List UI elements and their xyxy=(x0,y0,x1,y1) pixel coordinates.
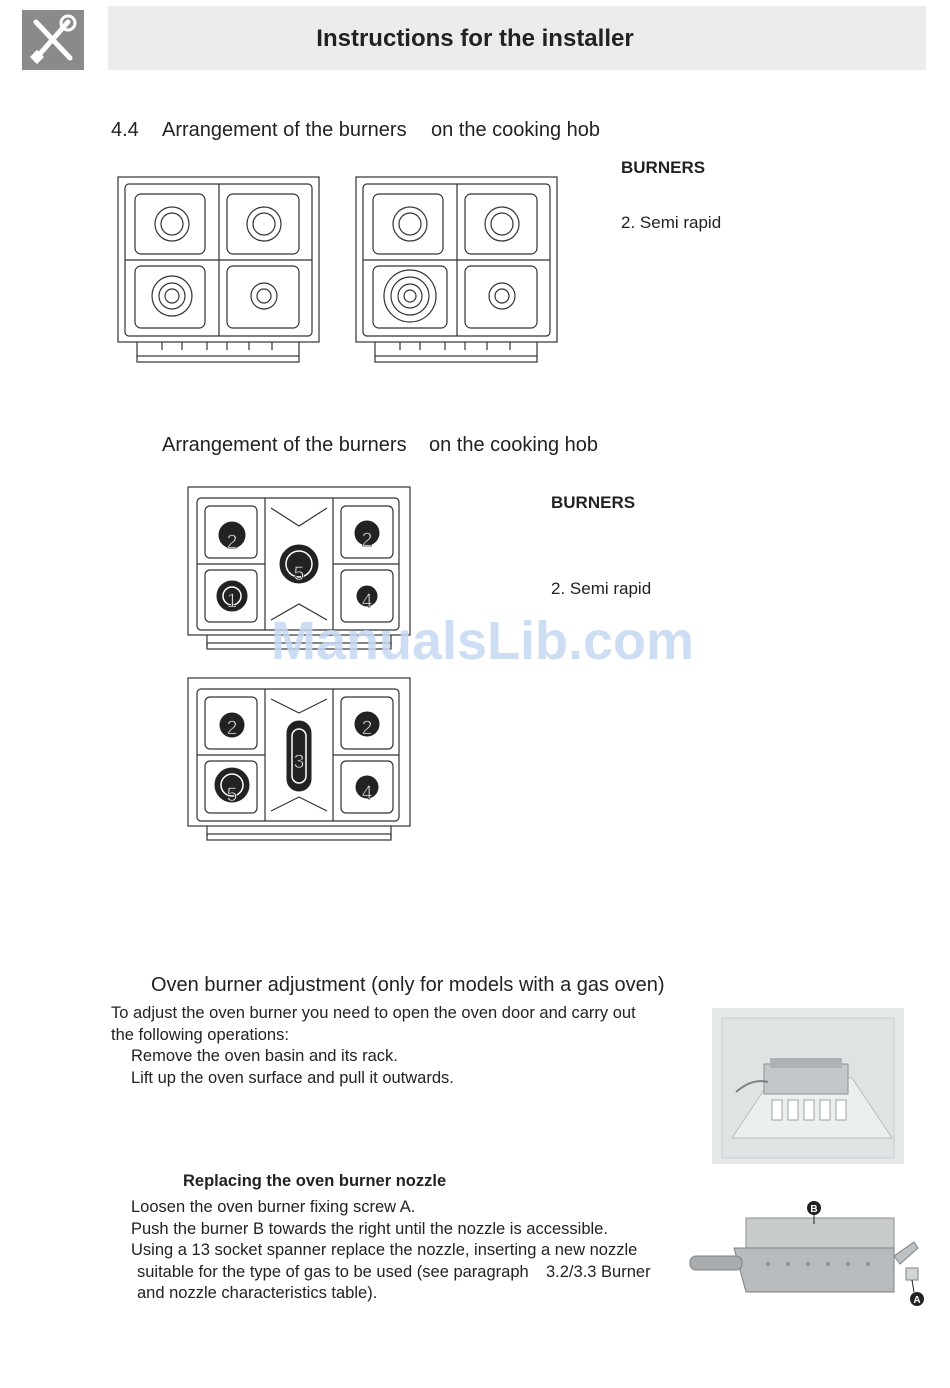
burner-label: 4 xyxy=(361,783,373,804)
nozzle-line-2: Push the burner B towards the right until the nozzle is accessible. xyxy=(131,1220,608,1238)
nozzle-line-5: and nozzle characteristics table). xyxy=(137,1284,378,1302)
nozzle-heading: Replacing the oven burner nozzle xyxy=(183,1172,447,1190)
burner-label: 5 xyxy=(293,564,305,585)
burner-label: 3 xyxy=(293,752,305,773)
tools-icon xyxy=(22,10,84,70)
burner-label: 5 xyxy=(226,785,238,806)
burner-label: 1 xyxy=(226,591,238,612)
burner-label: 2 xyxy=(226,532,238,553)
label-a: A xyxy=(913,1295,921,1306)
page-title: Instructions for the installer xyxy=(316,25,634,52)
hob-diagram-4-burners-b xyxy=(355,176,560,366)
nozzle-line-1: Loosen the oven burner fixing screw A. xyxy=(131,1198,416,1216)
burners-heading: BURNERS xyxy=(621,158,706,177)
watermark: ManualsLib.com xyxy=(270,611,695,671)
nozzle-line-4b: 3.2/3.3 Burner xyxy=(546,1263,651,1281)
oven-step-2: Lift up the oven surface and pull it outwards. xyxy=(131,1069,454,1087)
burners-heading-2: BURNERS xyxy=(551,493,636,512)
nozzle-line-3: Using a 13 socket spanner replace the nozzle, inserting a new nozzle xyxy=(131,1241,638,1259)
label-b: B xyxy=(810,1204,818,1215)
burner-item: 2. Semi rapid xyxy=(621,213,722,232)
burner-item-2: 2. Semi rapid xyxy=(551,579,652,598)
burner-label: 4 xyxy=(361,591,373,612)
burner-label: 2 xyxy=(361,718,373,739)
section-2-title: Arrangement of the burners xyxy=(162,434,407,456)
oven-step-1: Remove the oven basin and its rack. xyxy=(131,1047,398,1065)
oven-interior-illustration xyxy=(712,1008,904,1164)
burner-label: 2 xyxy=(361,530,373,551)
oven-burner-illustration xyxy=(688,1198,928,1310)
burner-label: 2 xyxy=(226,718,238,739)
section-title-tail: on the cooking hob xyxy=(431,119,601,141)
oven-intro-line-1: To adjust the oven burner you need to open the oven door and carry out xyxy=(111,1004,636,1022)
nozzle-line-4: suitable for the type of gas to be used (see paragraph xyxy=(137,1263,529,1281)
section-number: 4.4 xyxy=(111,119,139,141)
hob-diagram-5-burners-b xyxy=(187,677,413,843)
hob-diagram-4-burners-a xyxy=(117,176,322,366)
section-2-title-tail: on the cooking hob xyxy=(429,434,599,456)
section-title: Arrangement of the burners xyxy=(162,119,407,141)
oven-intro-line-2: the following operations: xyxy=(111,1026,289,1044)
oven-section-title: Oven burner adjustment (only for models with a gas oven) xyxy=(151,974,665,996)
